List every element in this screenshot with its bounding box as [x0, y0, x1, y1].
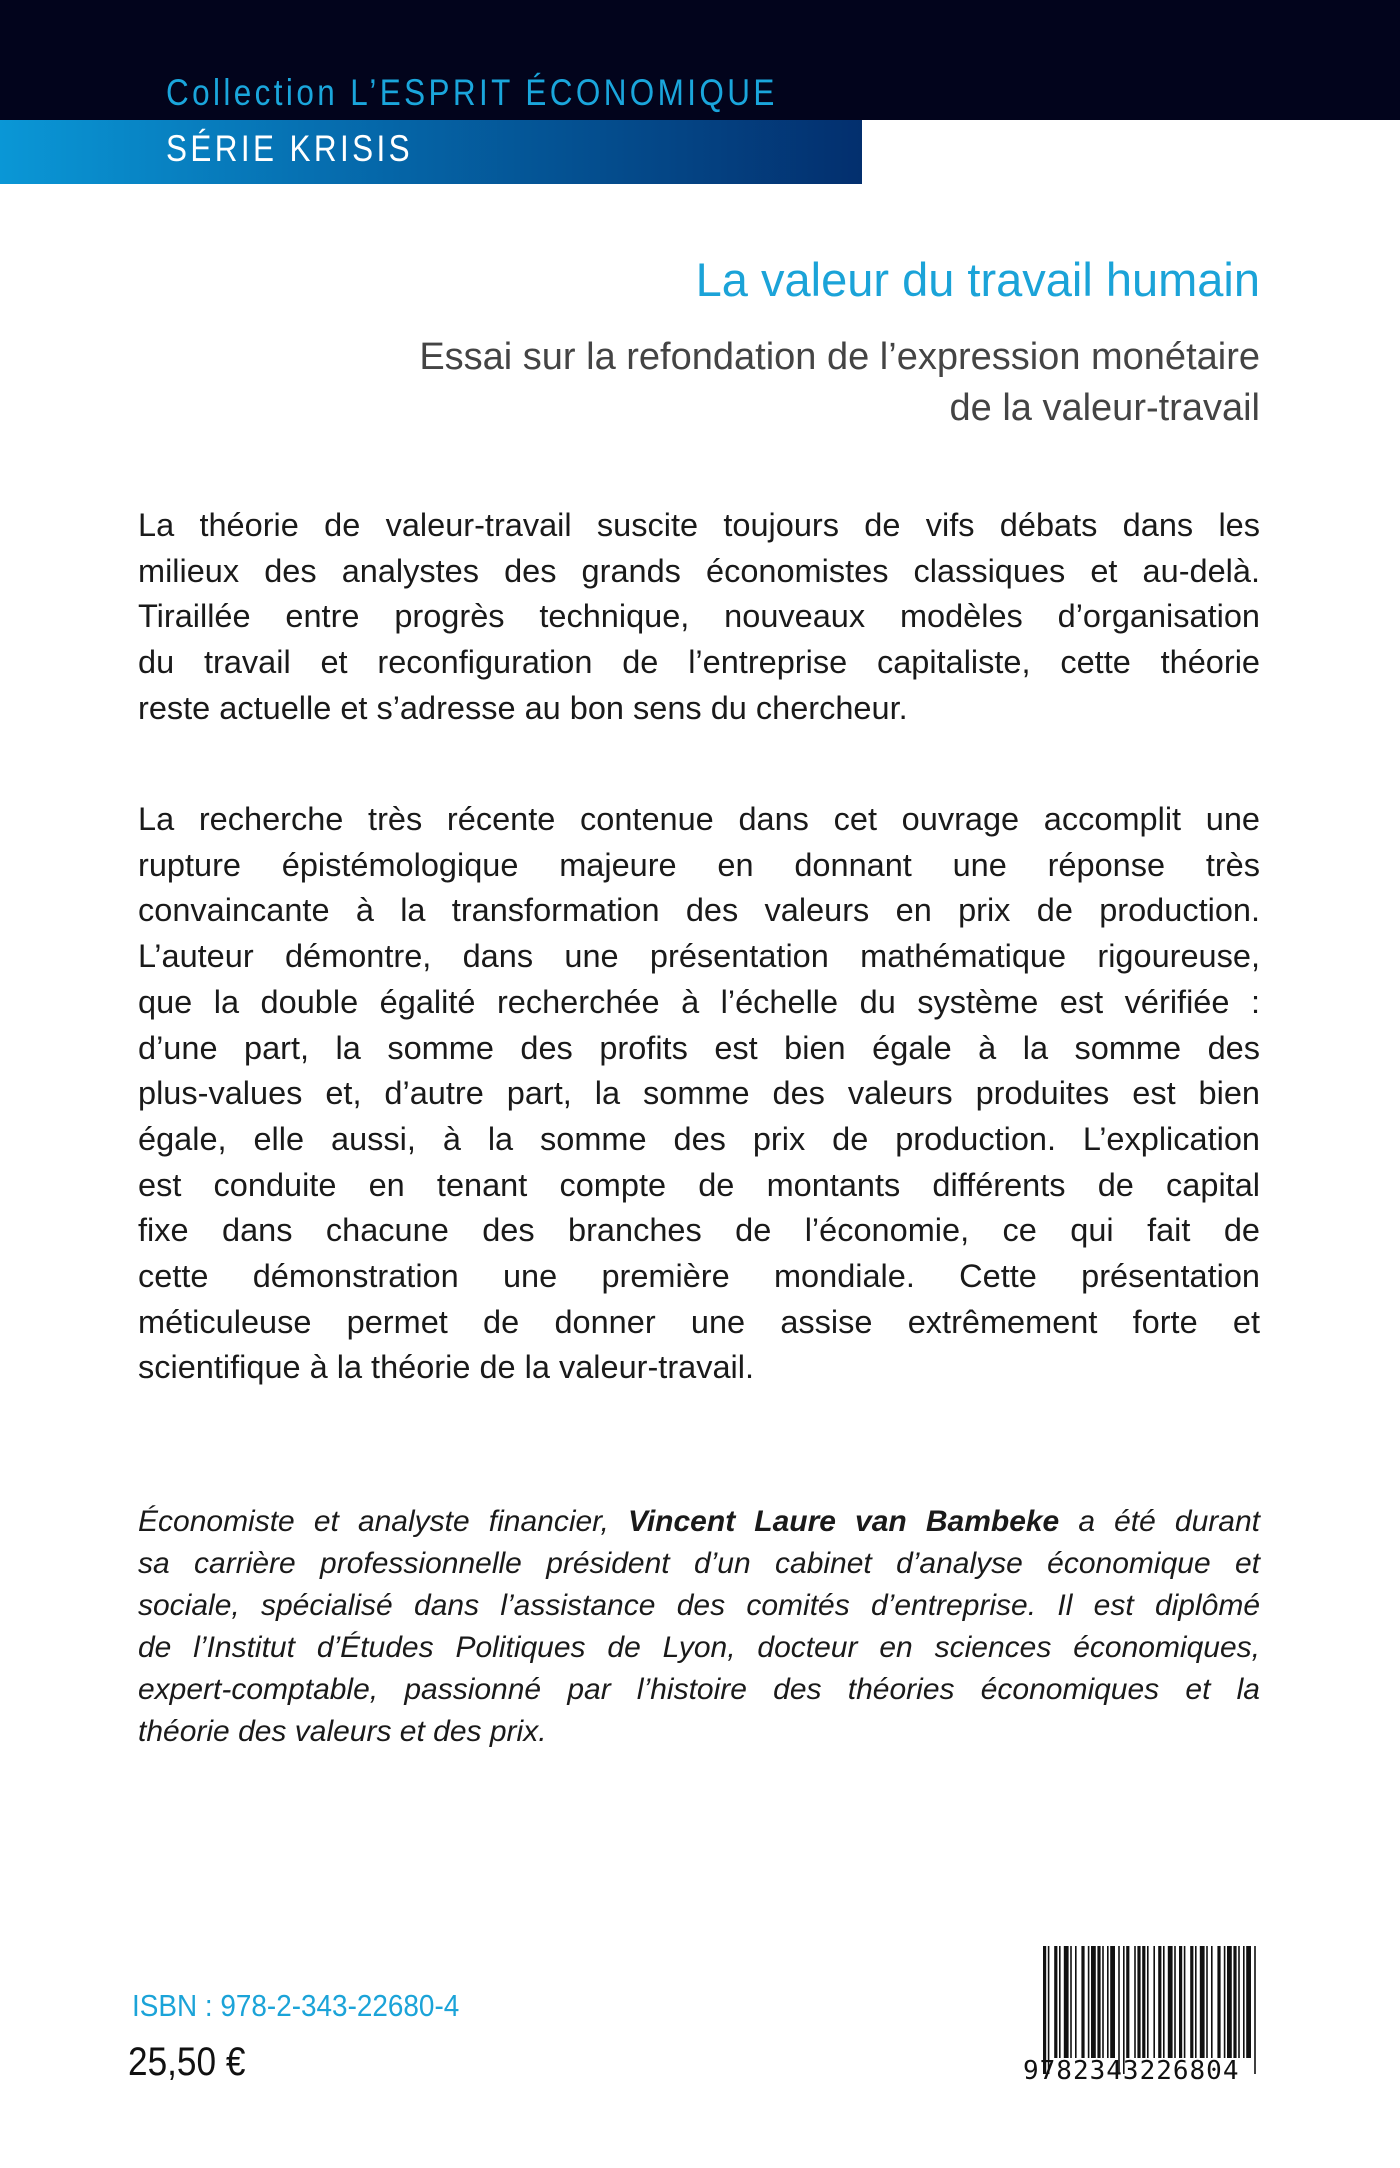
book-title: La valeur du travail humain: [695, 253, 1260, 306]
barcode-bar: [1147, 1946, 1149, 2058]
barcode-bar: [1158, 1946, 1161, 2058]
barcode-bar: [1163, 1946, 1165, 2058]
text-line: milieux des analystes des grands économistes classiques et au-delà.: [138, 552, 1260, 589]
barcode-bar: [1054, 1946, 1057, 2058]
barcode-bar: [1195, 1946, 1197, 2058]
series-name: SÉRIE KRISIS: [166, 128, 414, 169]
barcode-bar: [1048, 1946, 1050, 2074]
barcode-bar: [1184, 1946, 1186, 2058]
text-line: égale, elle aussi, à la somme des prix de production. L’explication: [138, 1120, 1260, 1157]
text-line: scientifique à la théorie de la valeur-travail.: [138, 1349, 755, 1386]
text-line: rupture épistémologique majeure en donnant une réponse très: [138, 846, 1260, 883]
barcode-bar: [1153, 1946, 1155, 2058]
barcode-bar: [1088, 1946, 1090, 2058]
text-line: d’une part, la somme des profits est bien égale à la somme des: [138, 1029, 1260, 1066]
barcode-bar: [1118, 1946, 1120, 2074]
barcode-bar: [1091, 1946, 1096, 2058]
barcode-bar: [1107, 1946, 1109, 2058]
barcode-bar: [1075, 1946, 1077, 2058]
text-line: du travail et reconfiguration de l’entreprise capitaliste, cette théorie: [138, 644, 1260, 681]
barcode-bar: [1179, 1946, 1182, 2058]
barcode-bar: [1246, 1946, 1251, 2058]
barcode-bar: [1064, 1946, 1069, 2058]
barcode-bar: [1110, 1946, 1115, 2058]
author-bio: [138, 1501, 1260, 1753]
barcode-bar: [1081, 1946, 1084, 2058]
barcode-bar: [1174, 1946, 1176, 2058]
barcode-bar: [1102, 1946, 1104, 2058]
book-subtitle: [419, 332, 1260, 434]
author-name: Vincent Laure van Bambeke: [627, 1505, 1060, 1538]
text-line: plus-values et, d’autre part, la somme des valeurs produites est bien: [138, 1075, 1260, 1112]
barcode-bar: [1217, 1946, 1220, 2058]
barcode-bar: [1137, 1946, 1140, 2058]
barcode-bar: [1211, 1946, 1213, 2058]
text-line: L’auteur démontre, dans une présentation mathématique rigoureuse,: [138, 938, 1260, 975]
barcode-bar: [1059, 1946, 1061, 2058]
bio-line: [138, 1501, 1260, 1543]
bio-prefix: Économiste et analyste financier,: [138, 1505, 609, 1538]
text-line: reste actuelle et s’adresse au bon sens du chercheur.: [138, 689, 908, 726]
bio-line: de l’Institut d’Études Politiques de Lyon, docteur en sciences économiques,: [138, 1631, 1260, 1664]
text-line: La recherche très récente contenue dans cet ouvrage accomplit une: [138, 801, 1260, 837]
bio-line: sociale, spécialisé dans l’assistance des comités d’entreprise. Il est diplômé: [138, 1589, 1260, 1622]
barcode-bar: [1227, 1946, 1232, 2058]
barcode: [1023, 1942, 1263, 2084]
text-line: est conduite en tenant compte de montants différents de capital: [138, 1166, 1260, 1203]
barcode-digits: 9782343226804: [1023, 2056, 1240, 2086]
text-line: La théorie de valeur-travail suscite toujours de vifs débats dans les: [138, 507, 1260, 543]
bio-suffix: a été durant: [1078, 1505, 1260, 1538]
barcode-bar: [1243, 1946, 1245, 2058]
barcode-bar: [1168, 1946, 1173, 2058]
barcode-bar: [1142, 1946, 1145, 2058]
series-blue-band: [0, 120, 862, 184]
subtitle-line: Essai sur la refondation de l’expression monétaire: [419, 336, 1260, 378]
bio-line: sa carrière professionnelle président d’un cabinet d’analyse économique et: [138, 1547, 1260, 1580]
barcode-bar: [1123, 1946, 1125, 2074]
barcode-bar: [1126, 1946, 1129, 2058]
barcode-bar: [1097, 1946, 1100, 2058]
collection-name: Collection L’ESPRIT ÉCONOMIQUE: [166, 72, 778, 113]
isbn: ISBN : 978-2-343-22680-4: [132, 1988, 460, 2023]
barcode-bar: [1190, 1946, 1193, 2058]
barcode-bar: [1134, 1946, 1136, 2058]
text-line: Tiraillée entre progrès technique, nouveaux modèles d’organisation: [138, 598, 1260, 635]
text-line: que la double égalité recherchée à l’échelle du système est vérifiée :: [138, 983, 1260, 1020]
bio-line: théorie des valeurs et des prix.: [138, 1715, 547, 1748]
summary-paragraph-1: [138, 503, 1260, 732]
text-line: cette démonstration une première mondiale. Cette présentation: [138, 1258, 1260, 1295]
barcode-bar: [1238, 1946, 1240, 2058]
summary-paragraph-2: [138, 797, 1260, 1391]
barcode-bar: [1206, 1946, 1208, 2058]
text-line: fixe dans chacune des branches de l’économie, ce qui fait de: [138, 1212, 1260, 1249]
text-line: méticuleuse permet de donner une assise extrêmement forte et: [138, 1303, 1260, 1340]
barcode-bar: [1070, 1946, 1072, 2058]
barcode-bar: [1254, 1946, 1256, 2074]
barcode-bar: [1200, 1946, 1205, 2058]
barcode-bar: [1224, 1946, 1226, 2058]
bio-line: expert-comptable, passionné par l’histoire des théories économiques et la: [138, 1673, 1260, 1706]
text-line: convaincante à la transformation des valeurs en prix de production.: [138, 892, 1260, 929]
barcode-bar: [1233, 1946, 1236, 2058]
price: 25,50 €: [128, 2040, 246, 2084]
barcode-bar: [1043, 1946, 1046, 2074]
subtitle-line: de la valeur-travail: [949, 387, 1260, 429]
